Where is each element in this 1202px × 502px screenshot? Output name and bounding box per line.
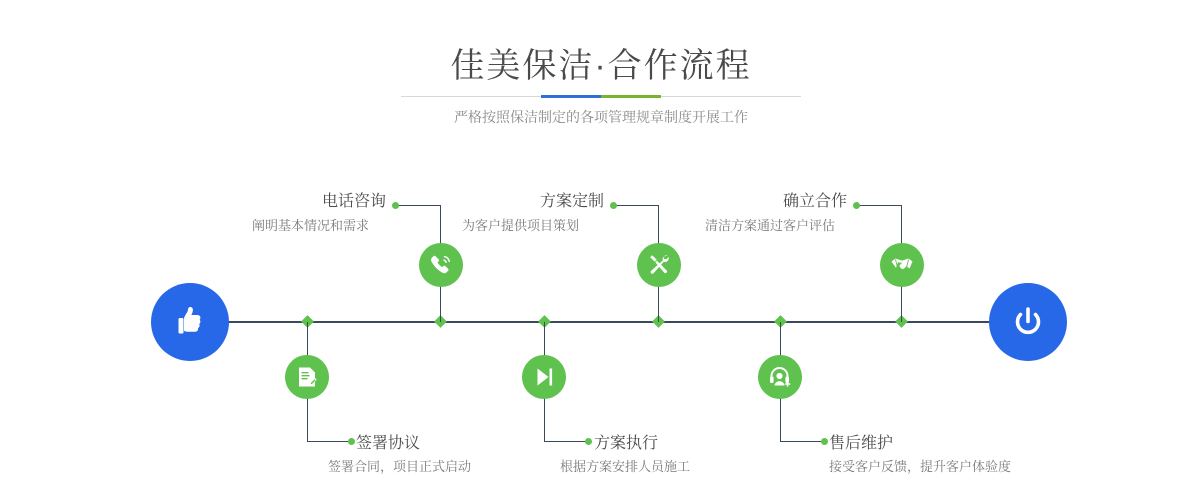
connector-dot	[853, 202, 860, 209]
timeline-start-badge	[151, 283, 229, 361]
power-icon	[1008, 302, 1048, 342]
page-subtitle: 严格按照保洁制定的各项管理规章制度开展工作	[454, 109, 748, 125]
step-node-6[interactable]	[758, 355, 802, 399]
phone-call-icon	[428, 252, 454, 278]
step-title-1: 电话咨询	[322, 193, 387, 210]
title-divider-accent-blue	[541, 95, 601, 98]
step-title-3: 方案定制	[540, 193, 605, 210]
connector-dot	[348, 438, 355, 445]
step-desc-4: 根据方案安排人员施工	[560, 459, 691, 474]
step-node-2[interactable]	[285, 355, 329, 399]
step-title-4: 方案执行	[594, 435, 659, 452]
connector-line	[780, 441, 824, 442]
step-node-5[interactable]	[880, 243, 924, 287]
connector-line	[544, 441, 588, 442]
headset-support-icon	[767, 364, 793, 390]
play-forward-icon	[531, 364, 557, 390]
step-title-5: 确立合作	[783, 193, 848, 210]
step-desc-1: 阐明基本情况和需求	[252, 218, 370, 233]
connector-line	[857, 205, 901, 206]
connector-dot	[821, 438, 828, 445]
step-desc-2: 签署合同，项目正式启动	[328, 459, 472, 474]
handshake-icon	[889, 252, 915, 278]
connector-dot	[392, 202, 399, 209]
tools-icon	[646, 252, 672, 278]
step-desc-6: 接受客户反馈，提升客户体验度	[829, 459, 1012, 474]
step-node-1[interactable]	[419, 243, 463, 287]
connector-line	[307, 441, 351, 442]
document-edit-icon	[294, 364, 320, 390]
step-desc-5: 清洁方案通过客户评估	[705, 218, 836, 233]
step-title-6: 售后维护	[829, 435, 894, 452]
thumbs-up-icon	[170, 302, 210, 342]
connector-dot	[585, 438, 592, 445]
page-title: 佳美保洁·合作流程	[450, 47, 752, 85]
timeline-end-badge	[989, 283, 1067, 361]
connector-dot	[610, 202, 617, 209]
step-node-4[interactable]	[522, 355, 566, 399]
step-node-3[interactable]	[637, 243, 681, 287]
step-desc-3: 为客户提供项目策划	[462, 218, 580, 233]
step-title-2: 签署协议	[356, 435, 421, 452]
connector-line	[396, 205, 440, 206]
title-divider-accent-green	[601, 95, 661, 98]
connector-line	[614, 205, 658, 206]
